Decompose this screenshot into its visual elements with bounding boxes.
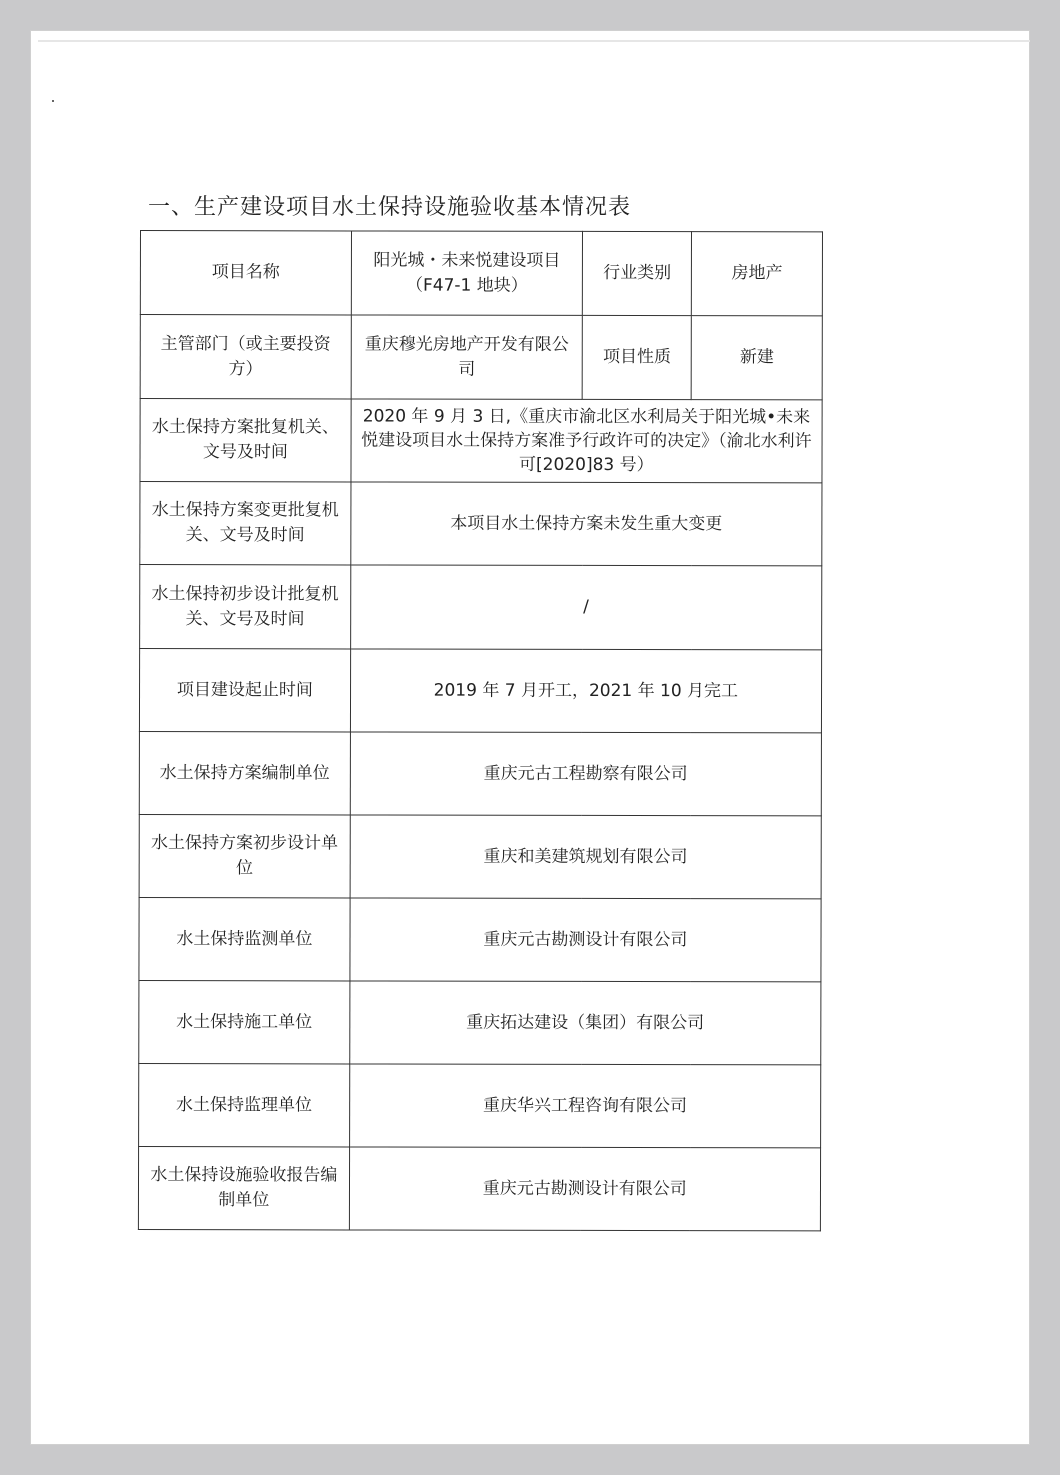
table-row bbox=[139, 649, 821, 733]
value-nature: 新建 bbox=[691, 316, 822, 400]
row-label: 水土保持监测单位 bbox=[139, 897, 350, 980]
row-label: 水土保持施工单位 bbox=[139, 980, 350, 1063]
table-row bbox=[140, 315, 822, 400]
row-label: 水土保持方案变更批复机关、文号及时间 bbox=[140, 482, 351, 565]
row-label: 水土保持方案初步设计单位 bbox=[139, 814, 350, 897]
label-project-name: 项目名称 bbox=[140, 231, 351, 315]
row-value: 重庆元古勘测设计有限公司 bbox=[350, 898, 822, 982]
table-row bbox=[140, 565, 822, 650]
row-label: 项目建设起止时间 bbox=[139, 649, 350, 732]
table-row bbox=[139, 814, 821, 898]
label-authority: 主管部门（或主要投资方） bbox=[140, 315, 351, 399]
table-row bbox=[140, 399, 822, 483]
row-label: 水土保持设施验收报告编制单位 bbox=[138, 1146, 349, 1229]
row-value: 重庆拓达建设（集团）有限公司 bbox=[349, 981, 821, 1065]
table-row bbox=[139, 1063, 821, 1147]
label-industry: 行业类别 bbox=[583, 231, 692, 315]
table-row bbox=[138, 1146, 820, 1230]
value-authority: 重庆穆光房地产开发有限公司 bbox=[351, 315, 583, 399]
row-value: 2020 年 9 月 3 日,《重庆市渝北区水利局关于阳光城•未来悦建设项目水土保持方案准予行政许可的决定》（渝北水利许可[2020]83 号） bbox=[351, 399, 823, 483]
value-project-name: 阳光城・未来悦建设项目（F47-1 地块） bbox=[351, 231, 583, 315]
row-label: 水土保持监理单位 bbox=[139, 1063, 350, 1146]
row-label: 水土保持初步设计批复机关、文号及时间 bbox=[140, 565, 351, 649]
row-label: 水土保持方案编制单位 bbox=[139, 731, 350, 814]
document-page bbox=[30, 30, 1030, 1445]
table-row bbox=[139, 980, 821, 1064]
table-row bbox=[140, 231, 822, 316]
row-value: 2019 年 7 月开工，2021 年 10 月完工 bbox=[350, 649, 822, 733]
scan-speck bbox=[52, 100, 54, 102]
value-industry: 房地产 bbox=[692, 232, 823, 316]
document-title: 一、生产建设项目水土保持设施验收基本情况表 bbox=[148, 195, 632, 220]
row-value: / bbox=[350, 565, 822, 650]
row-label: 水土保持方案批复机关、文号及时间 bbox=[140, 399, 351, 482]
project-info-table bbox=[138, 230, 823, 1231]
row-value: 重庆华兴工程咨询有限公司 bbox=[349, 1064, 821, 1148]
table-row bbox=[139, 897, 821, 981]
row-value: 重庆元古工程勘察有限公司 bbox=[350, 732, 822, 816]
label-nature: 项目性质 bbox=[582, 315, 691, 399]
row-value: 重庆元古勘测设计有限公司 bbox=[349, 1147, 821, 1231]
row-value: 重庆和美建筑规划有限公司 bbox=[350, 815, 822, 899]
table-row bbox=[140, 482, 822, 566]
table-row bbox=[139, 731, 821, 815]
row-value: 本项目水土保持方案未发生重大变更 bbox=[350, 482, 822, 566]
